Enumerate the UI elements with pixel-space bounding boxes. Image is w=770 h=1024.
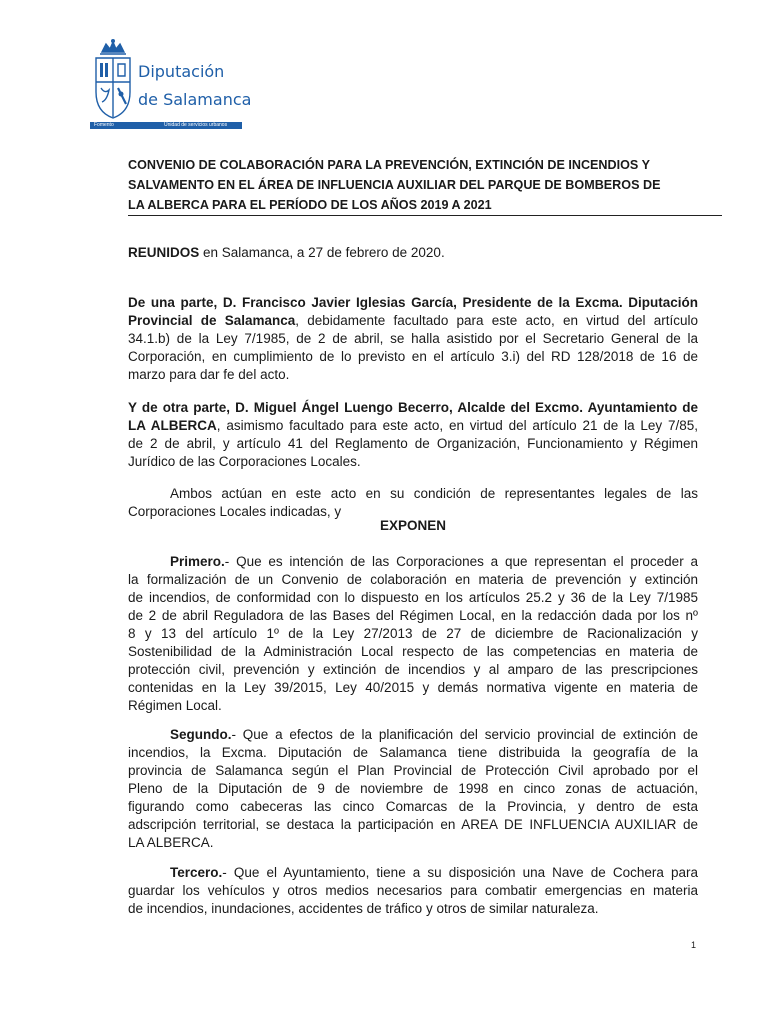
coat-of-arms-icon bbox=[90, 38, 136, 120]
parte-una-paragraph bbox=[128, 294, 698, 384]
section-label: Segundo. bbox=[170, 727, 232, 742]
parte-otra-paragraph bbox=[128, 399, 698, 471]
bold-text: De una parte, D. Francisco Javier Iglesias García, Presidente de la Excma. Diputación bbox=[128, 295, 698, 310]
paragraph-line: provincia de Salamanca según el Plan Provincial de Protección Civil aprobado por el bbox=[128, 763, 698, 778]
paragraph-line: Corporación, en cumplimiento de lo previsto en el artículo 3.i) del RD 128/2018 de 16 de bbox=[128, 349, 698, 364]
paragraph-line: guardar los vehículos y otros medios necesarios para combatir emergencias en materia bbox=[128, 883, 698, 898]
bold-text: Y de otra parte, D. Miguel Ángel Luengo Becerro, Alcalde del Excmo. Ayuntamiento de bbox=[128, 400, 698, 415]
section-label: Primero. bbox=[170, 554, 225, 569]
tercero-paragraph bbox=[128, 864, 698, 918]
paragraph-line bbox=[128, 294, 698, 312]
paragraph-line: de 2 de abril, y artículo 41 del Reglamento de Organización, Funcionamiento y Régimen bbox=[128, 436, 698, 451]
paragraph-line: Corporaciones Locales indicadas, y bbox=[128, 504, 342, 519]
paragraph-line bbox=[128, 553, 698, 571]
paragraph-text: - Que el Ayuntamiento, tiene a su disposición una Nave de Cochera para bbox=[222, 865, 698, 880]
paragraph-text: - Que a efectos de la planificación del servicio provincial de extinción de bbox=[231, 727, 698, 742]
bold-text: Provincial de Salamanca bbox=[128, 313, 296, 328]
bar-label-left: Fomento bbox=[94, 122, 114, 128]
reunidos-text: en Salamanca, a 27 de febrero de 2020. bbox=[199, 245, 445, 260]
paragraph-line: Pleno de la Diputación de 9 de noviembre de 1998 en cinco zonas de actuación, bbox=[128, 781, 698, 796]
paragraph-line: la formalización de un Convenio de colaboración en materia de prevención y extinción bbox=[128, 572, 698, 587]
paragraph-line bbox=[128, 864, 698, 882]
paragraph-line bbox=[128, 399, 698, 417]
org-name-line2: de Salamanca bbox=[138, 90, 252, 109]
paragraph-line: adscripción territorial, se destaca la participación en AREA DE INFLUENCIA AUXILIAR de bbox=[128, 817, 698, 832]
segundo-paragraph bbox=[128, 726, 698, 852]
paragraph-line: figurando como cabeceras las cinco Comarcas de la Provincia, y dentro de esta bbox=[128, 799, 698, 814]
paragraph-line: 34.1.b) de la Ley 7/1985, de 2 de abril, se halla asistido por el Secretario General de la bbox=[128, 331, 698, 346]
paragraph-line: 8 y 13 del artículo 1º de la Ley 27/2013 de 27 de diciembre de Racionalización y bbox=[128, 626, 698, 641]
paragraph-line: Régimen Local. bbox=[128, 698, 222, 713]
paragraph-line: Jurídico de las Corporaciones Locales. bbox=[128, 454, 361, 469]
agreement-title bbox=[128, 155, 722, 216]
paragraph-line: Ambos actúan en este acto en su condición de representantes legales de las bbox=[170, 486, 698, 501]
letterhead-logo bbox=[90, 38, 250, 130]
page-number: 1 bbox=[691, 940, 697, 950]
title-line: SALVAMENTO EN EL ÁREA DE INFLUENCIA AUXILIAR DEL PARQUE DE BOMBEROS DE bbox=[128, 178, 661, 192]
paragraph-line bbox=[128, 417, 698, 435]
title-line: LA ALBERCA PARA EL PERÍODO DE LOS AÑOS 2019 A 2021 bbox=[128, 198, 492, 212]
primero-paragraph bbox=[128, 553, 698, 715]
paragraph-line: de incendios, inundaciones, accidentes de tráfico y otros de similar naturaleza. bbox=[128, 901, 599, 916]
paragraph-line: protección civil, prevención y extinción de incendios y al amparo de las prescripciones bbox=[128, 662, 698, 677]
bar-label-right: Unidad de servicios urbanos bbox=[164, 122, 228, 128]
paragraph-line: contenidas en la Ley 39/2015, Ley 40/2015 y demás normativa vigente en materia de bbox=[128, 680, 698, 695]
letterhead-bar bbox=[90, 122, 242, 129]
paragraph-text: , debidamente facultado para este acto, en virtud del artículo bbox=[295, 313, 698, 328]
paragraph-text: - Que es intención de las Corporaciones a que representan el proceder a bbox=[224, 554, 698, 569]
paragraph-line bbox=[128, 726, 698, 744]
paragraph-line: incendios, la Excma. Diputación de Salamanca tiene distribuida la geografía de la bbox=[128, 745, 698, 760]
paragraph-line bbox=[128, 312, 698, 330]
paragraph-line: marzo para dar fe del acto. bbox=[128, 367, 290, 382]
section-label: Tercero. bbox=[170, 865, 223, 880]
paragraph-line: de 2 de abril Reguladora de las Bases del Régimen Local, en la redacción dada por los nº bbox=[128, 608, 698, 623]
paragraph-line: LA ALBERCA. bbox=[128, 835, 214, 850]
paragraph-text: , asimismo facultado para este acto, en virtud del artículo 21 de la Ley 7/85, bbox=[216, 418, 698, 433]
reunidos-label: REUNIDOS bbox=[128, 245, 200, 260]
org-name-line1: Diputación bbox=[138, 62, 225, 81]
paragraph-line: de incendios, de conformidad con lo dispuesto en los artículos 25.2 y 36 de la Ley 7/1985 bbox=[128, 590, 698, 605]
reunidos-line bbox=[128, 245, 445, 260]
title-line: CONVENIO DE COLABORACIÓN PARA LA PREVENCIÓN, EXTINCIÓN DE INCENDIOS Y bbox=[128, 158, 650, 172]
exponen-heading: EXPONEN bbox=[379, 518, 447, 533]
paragraph-line: Sostenibilidad de la Administración Local respecto de las competencias en materia de bbox=[128, 644, 698, 659]
bold-text: LA ALBERCA bbox=[128, 418, 217, 433]
ambos-paragraph bbox=[128, 485, 698, 521]
